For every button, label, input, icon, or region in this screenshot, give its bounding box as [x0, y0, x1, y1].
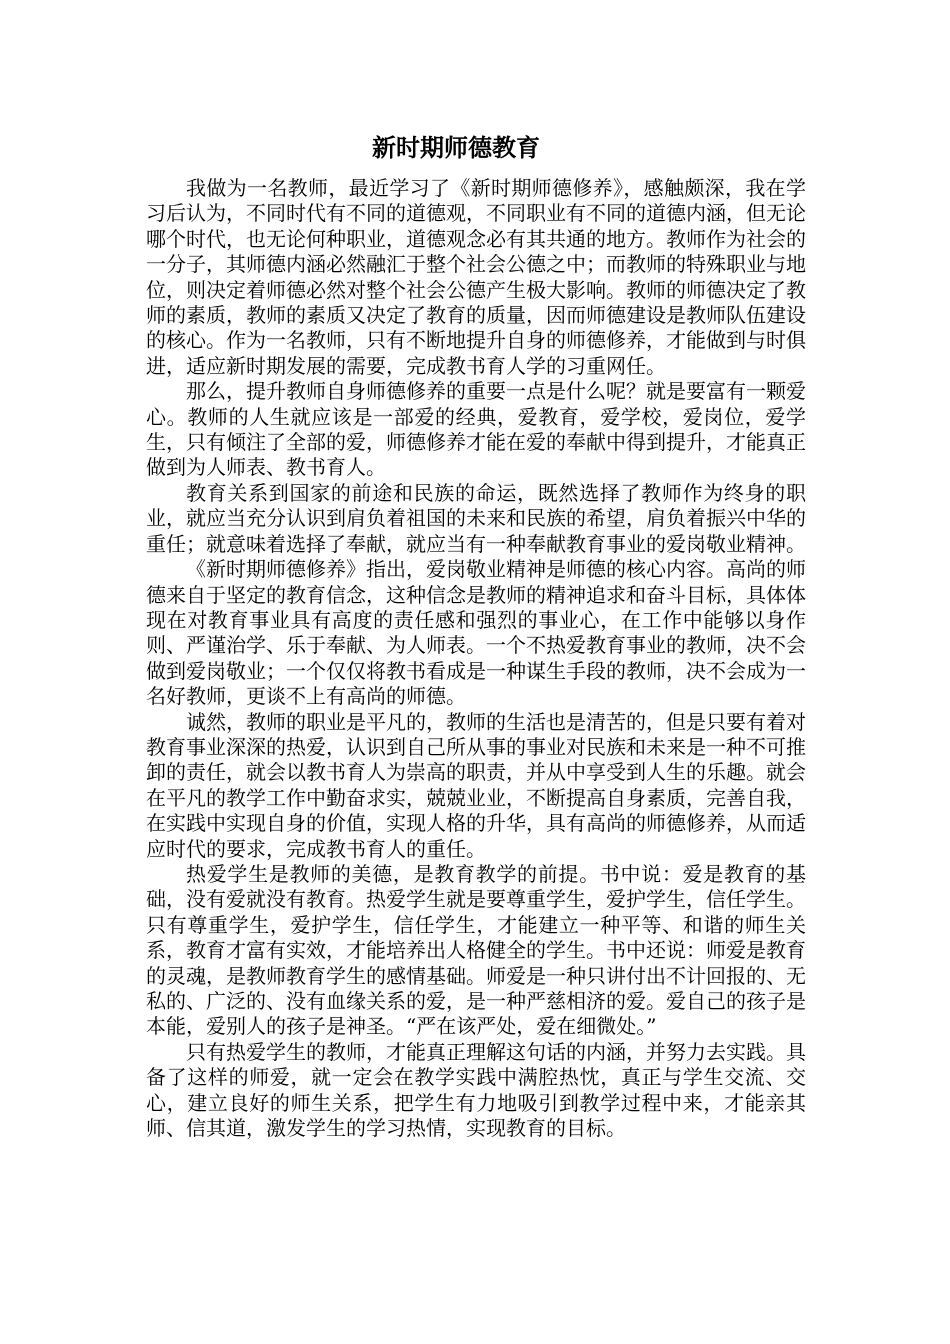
paragraph-3: 教育关系到国家的前途和民族的命运，既然选择了教师作为终身的职业，就应当充分认识到肩负着祖国的未来和民族的希望，肩负着振兴中华的重任；就意味着选择了奉献，就应当有一种奉献教育事业的爱岗敬业精神。	[146, 480, 806, 556]
document-title: 新时期师德教育	[372, 134, 540, 162]
paragraph-6: 热爱学生是教师的美德，是教育教学的前提。书中说：爱是教育的基础，没有爱就没有教育。热爱学生就是要尊重学生，爱护学生，信任学生。只有尊重学生，爱护学生，信任学生，才能建立一种平等、和谐的师生关系，教育才富有实效，才能培养出人格健全的学生。书中还说：师爱是教育的灵魂，是教师教育学生的感情基础。师爱是一种只讲付出不计回报的、无私的、广泛的、没有血缘关系的爱，是一种严慈相济的爱。爱自己的孩子是本能，爱别人的孩子是神圣。“严在该严处，爱在细微处。”	[146, 861, 806, 1039]
paragraph-2: 那么，提升教师自身师德修养的重要一点是什么呢？就是要富有一颗爱心。教师的人生就应该是一部爱的经典，爱教育，爱学校，爱岗位，爱学生，只有倾注了全部的爱，师德修养才能在爱的奉献中得到提升，才能真正做到为人师表、教书育人。	[146, 379, 806, 480]
document-page	[146, 128, 806, 1141]
paragraph-5: 诚然，教师的职业是平凡的，教师的生活也是清苦的，但是只要有着对教育事业深深的热爱，认识到自己所从事的事业对民族和未来是一种不可推卸的责任，就会以教书育人为崇高的职责，并从中享受到人生的乐趣。就会在平凡的教学工作中勤奋求实，兢兢业业，不断提高自身素质，完善自我，在实践中实现自身的价值，实现人格的升华，具有高尚的师德修养，从而适应时代的要求，完成教书育人的重任。	[146, 709, 806, 861]
paragraph-1: 我做为一名教师，最近学习了《新时期师德修养》，感触颇深，我在学习后认为，不同时代有不同的道德观，不同职业有不同的道德内涵，但无论哪个时代，也无论何种职业，道德观念必有其共通的地方。教师作为社会的一分子，其师德内涵必然融汇于整个社会公德之中；而教师的特殊职业与地位，则决定着师德必然对整个社会公德产生极大影响。教师的师德决定了教师的素质，教师的素质又决定了教育的质量，因而师德建设是教师队伍建设的核心。作为一名教师，只有不断地提升自身的师德修养，才能做到与时俱进，适应新时期发展的需要，完成教书育人学的习重网任。	[146, 176, 806, 378]
paragraph-7: 只有热爱学生的教师，才能真正理解这句话的内涵，并努力去实践。具备了这样的师爱，就一定会在教学实践中满腔热忱，真正与学生交流、交心，建立良好的师生关系，把学生有力地吸引到教学过程中来，才能亲其师、信其道，激发学生的学习热情，实现教育的目标。	[146, 1039, 806, 1141]
paragraph-4: 《新时期师德修养》指出，爱岗敬业精神是师德的核心内容。高尚的师德来自于坚定的教育信念，这种信念是教师的精神追求和奋斗目标，具体体现在对教育事业具有高度的责任感和强烈的事业心，在工作中能够以身作则、严谨治学、乐于奉献、为人师表。一个不热爱教育事业的教师，决不会做到爱岗敬业；一个仅仅将教书看成是一种谋生手段的教师，决不会成为一名好教师，更谈不上有高尚的师德。	[146, 557, 806, 709]
